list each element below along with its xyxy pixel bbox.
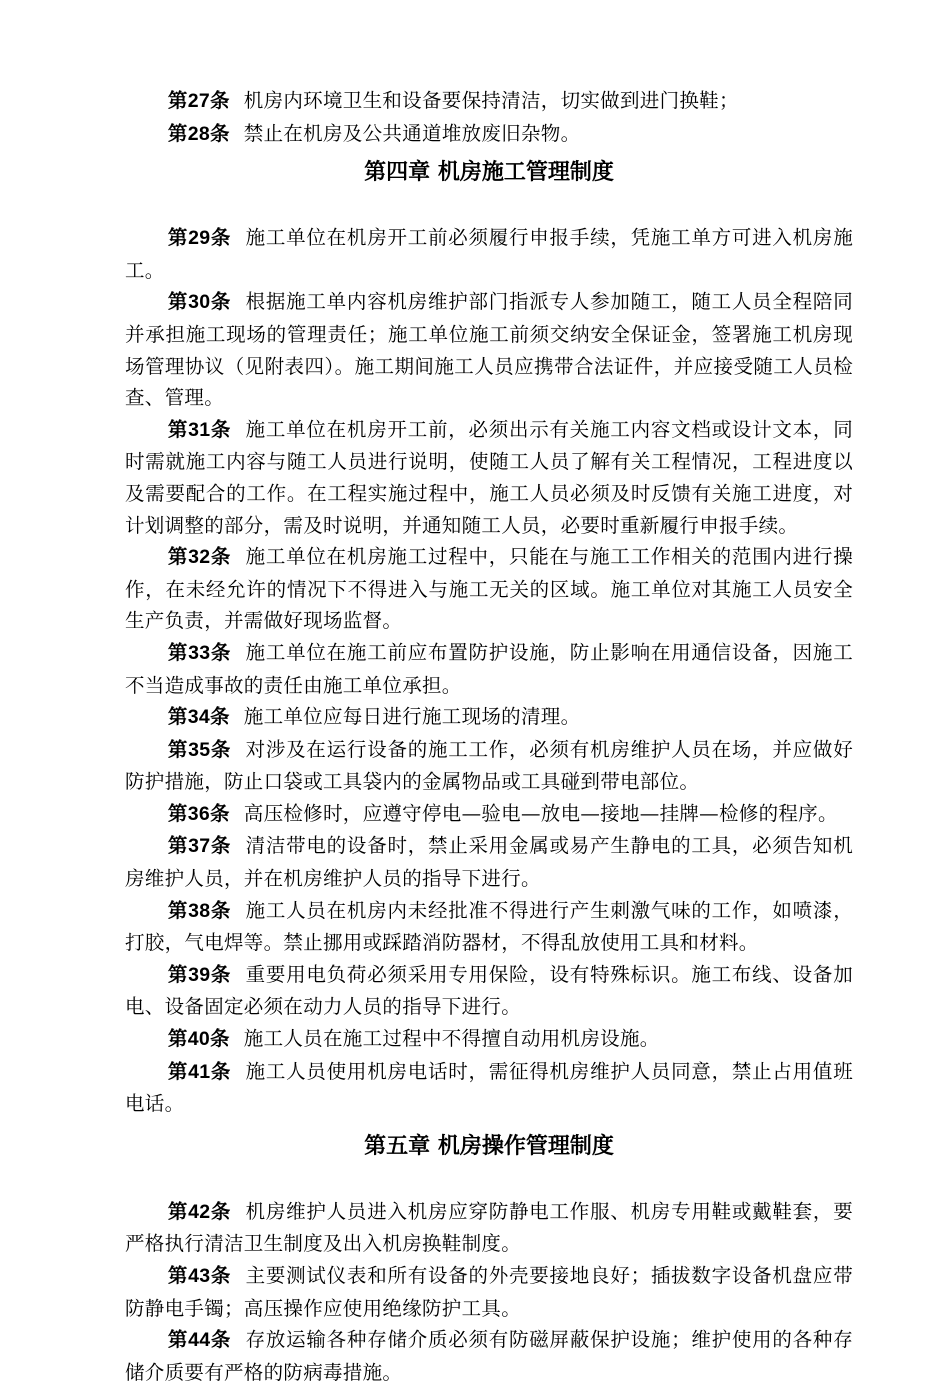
article-text: 施工单位在施工前应布置防护设施，防止影响在用通信设备，因施工不当造成事故的责任由施工单位承担。 [125, 640, 853, 697]
article-number: 第33条 [167, 641, 232, 664]
article-text: 施工人员在施工过程中不得擅自动用机房设施。 [243, 1027, 660, 1051]
article-text: 清洁带电的设备时，禁止采用金属或易产生静电的工具，必须告知机房维护人员，并在机房维护人员的指导下进行。 [125, 834, 853, 891]
article-text: 主要测试仪表和所有设备的外壳要接地良好；插拔数字设备机盘应带防静电手镯；高压操作应使用绝缘防护工具。 [125, 1264, 853, 1320]
article-text: 施工人员使用机房电话时，需征得机房维护人员同意，禁止占用值班电话。 [125, 1059, 853, 1116]
article-text: 施工单位在机房开工前，必须出示有关施工内容文档或设计文本，同时需就施工内容与随工人员进行说明，使随工人员了解有关工程情况，工程进度以及需要配合的工作。在工程实施过程中，施工人员必须及时反馈有关施工进度，对计划调整的部分，需及时说明，并通知随工人员，必要时重新履行申报手续。 [125, 417, 853, 537]
article-28 [125, 118, 853, 151]
article-34 [125, 701, 853, 734]
article-30 [125, 286, 853, 413]
chapter-5-title: 第五章 机房操作管理制度 [364, 1132, 614, 1159]
article-number: 第30条 [167, 291, 232, 314]
article-text: 机房维护人员进入机房应穿防静电工作服、机房专用鞋或戴鞋套，要严格执行清洁卫生制度及出入机房换鞋制度。 [125, 1199, 853, 1256]
article-number: 第29条 [167, 227, 232, 250]
article-43 [125, 1260, 853, 1324]
article-text: 对涉及在运行设备的施工工作，必须有机房维护人员在场，并应做好防护措施，防止口袋或工具袋内的金属物品或工具碰到带电部位。 [125, 737, 853, 794]
article-40 [125, 1023, 853, 1056]
article-text: 施工单位在机房开工前必须履行申报手续，凭施工单方可进入机房施工。 [125, 226, 853, 282]
article-number: 第44条 [167, 1329, 232, 1352]
article-text: 存放运输各种存储介质必须有防磁屏蔽保护设施；维护使用的各种存储介质要有严格的防病毒措施。 [125, 1328, 853, 1384]
article-number: 第32条 [167, 546, 232, 569]
article-number: 第36条 [167, 802, 230, 825]
article-number: 第38条 [167, 899, 232, 922]
article-number: 第34条 [167, 706, 230, 729]
article-37 [125, 830, 853, 894]
article-32 [125, 541, 853, 637]
article-42 [125, 1196, 853, 1260]
article-29 [125, 222, 853, 286]
article-27 [125, 85, 853, 118]
article-number: 第42条 [167, 1200, 232, 1223]
article-36 [125, 798, 853, 831]
article-number: 第31条 [167, 418, 232, 441]
article-number: 第37条 [167, 835, 232, 858]
article-39 [125, 959, 853, 1023]
article-44 [125, 1324, 853, 1388]
article-text: 施工单位在机房施工过程中，只能在与施工工作相关的范围内进行操作，在未经允许的情况下不得进入与施工无关的区域。施工单位对其施工人员安全生产负责，并需做好现场监督。 [125, 545, 853, 633]
article-text: 施工人员在机房内未经批准不得进行产生刺激气味的工作，如喷漆，打胶，气电焊等。禁止挪用或踩踏消防器材，不得乱放使用工具和材料。 [125, 898, 853, 955]
article-number: 第41条 [167, 1060, 232, 1083]
chapter-4-title: 第四章 机房施工管理制度 [364, 159, 614, 186]
article-31 [125, 414, 853, 541]
article-33 [125, 637, 853, 701]
article-41 [125, 1056, 853, 1120]
article-number: 第35条 [167, 738, 232, 761]
article-38 [125, 895, 853, 959]
article-35 [125, 734, 853, 798]
article-number: 第27条 [167, 90, 230, 112]
article-number: 第43条 [167, 1265, 232, 1287]
document-body [125, 85, 853, 1388]
article-text: 机房内环境卫生和设备要保持清洁，切实做到进门换鞋； [243, 89, 739, 112]
article-text: 根据施工单内容机房维护部门指派专人参加随工，随工人员全程陪同并承担施工现场的管理责任；施工单位施工前须交纳安全保证金，签署施工机房现场管理协议（见附表四）。施工期间施工人员应携带合法证件，并应接受随工人员检查、管理。 [125, 290, 853, 410]
article-number: 第39条 [167, 963, 232, 986]
article-text: 施工单位应每日进行施工现场的清理。 [243, 705, 581, 729]
article-text: 高压检修时，应遵守停电—验电—放电—接地—挂牌—检修的程序。 [243, 801, 838, 825]
article-text: 禁止在机房及公共通道堆放废旧杂物。 [243, 121, 581, 145]
article-text: 重要用电负荷必须采用专用保险，设有特殊标识。施工布线、设备加电、设备固定必须在动力人员的指导下进行。 [125, 962, 853, 1019]
article-number: 第40条 [167, 1028, 230, 1051]
article-number: 第28条 [167, 122, 230, 145]
